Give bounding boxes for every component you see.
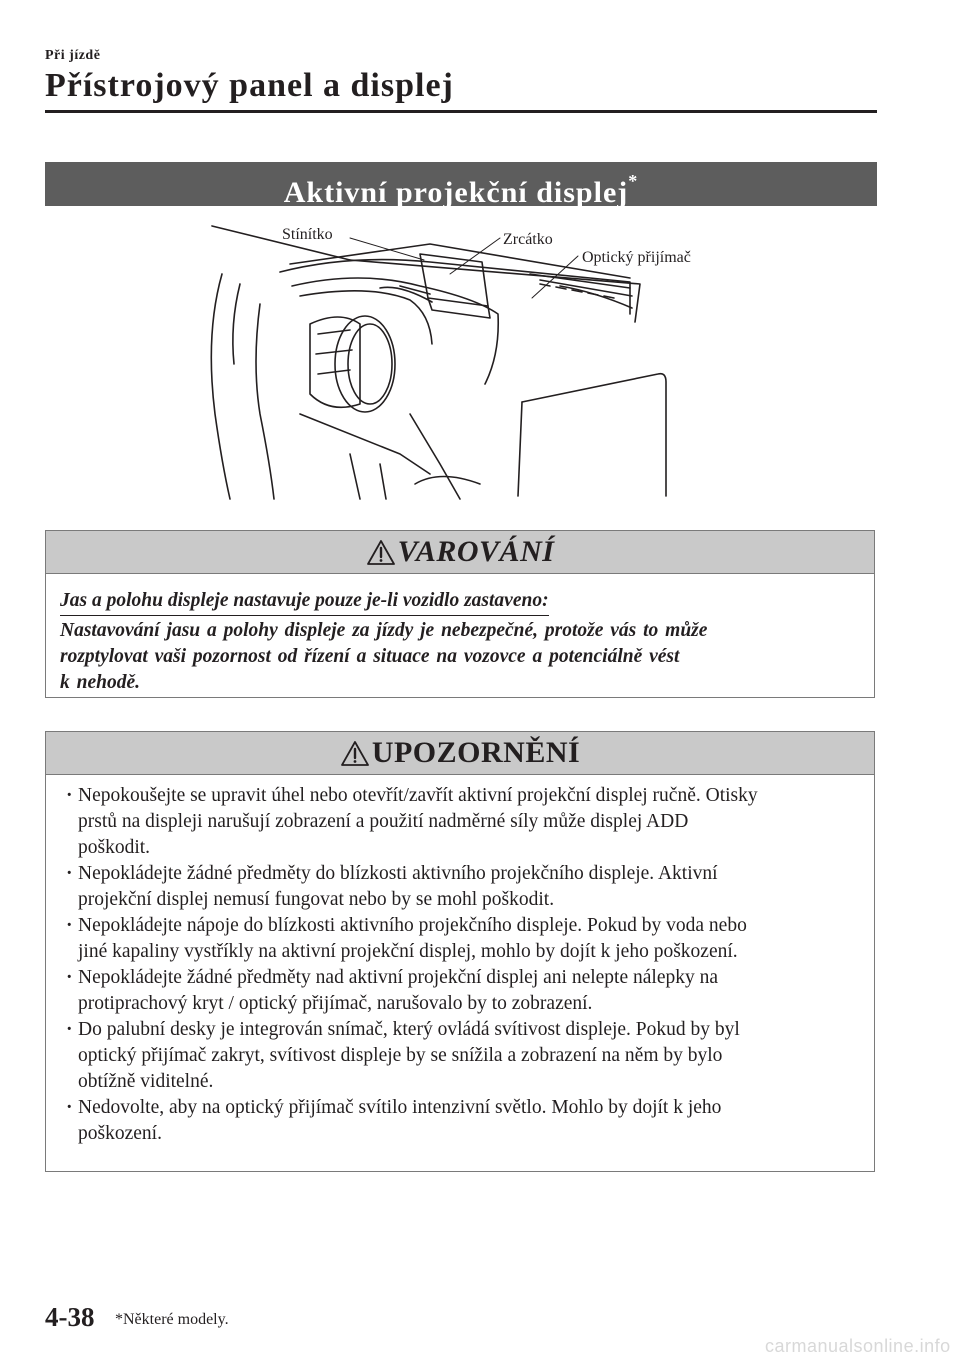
caution-item [60,1095,860,1147]
caution-item [60,783,860,861]
warning-body [46,574,874,708]
figure-label-shade: Stínítko [282,226,333,243]
caution-item [60,913,860,965]
warning-text [60,618,860,696]
caution-line: jiné kapaliny vystříkly na aktivní projekční displej, mohlo by dojít k jeho poškození. [78,941,738,962]
bullet-icon: · [66,863,73,884]
bullet-icon: · [66,1097,73,1118]
warning-line: k nehodě. [60,672,140,693]
warning-line: Nastavování jasu a polohy displeje za jízdy je nebezpečné, protože vás to může [60,620,708,641]
bullet-icon: · [66,967,73,988]
caution-item [60,861,860,913]
section-title-bar [45,162,877,209]
caution-line: Nepokládejte žádné předměty do blízkosti aktivního projekčního displeje. Aktivní [78,863,718,884]
caution-line: poškodit. [78,837,151,858]
bullet-icon: · [66,1019,73,1040]
dashboard-figure [200,214,720,504]
warning-header [46,531,874,574]
section-title: Aktivní projekční displej [283,176,629,209]
caution-line: projekční displej nemusí fungovat nebo by se mohl poškodit. [78,889,555,910]
caution-line: poškození. [78,1123,162,1144]
caution-line: prstů na displeji narušují zobrazení a použití nadměrné síly může displej ADD [78,811,689,832]
caution-header [46,732,874,775]
bullet-icon: · [66,785,73,806]
caution-item [60,965,860,1017]
watermark: carmanualsonline.info [765,1336,951,1356]
caution-line: Nepokládejte žádné předměty nad aktivní projekční displej ani nelepte nálepky na [78,967,719,988]
caution-title: UPOZORNĚNÍ [371,736,581,769]
warning-title: VAROVÁNÍ [397,535,555,568]
footnote: *Některé modely. [115,1311,229,1328]
page-number: 4-38 [45,1302,95,1332]
caution-list [46,775,874,1157]
caution-line: Do palubní desky je integrován snímač, který ovládá svítivost displeje. Pokud by byl [78,1019,740,1040]
warning-heading: Jas a polohu displeje nastavuje pouze je-li vozidlo zastaveno: [60,588,549,616]
caution-item [60,1017,860,1095]
warning-box [45,530,875,698]
caution-line: Nedovolte, aby na optický přijímač svítilo intenzivní světlo. Mohlo by dojít k jeho [78,1097,722,1118]
caution-line: obtížně viditelné. [78,1071,214,1092]
warning-triangle-icon [366,539,396,566]
bullet-icon: · [66,915,73,936]
caution-triangle-icon [340,740,370,767]
caution-line: Nepokoušejte se upravit úhel nebo otevřít/zavřít aktivní projekční displej ručně. Otisky [78,785,758,806]
caution-line: Nepokládejte nápoje do blízkosti aktivního projekčního displeje. Pokud by voda nebo [78,915,747,936]
figure-label-mirror: Zrcátko [503,231,553,248]
section-marker: * [628,171,639,191]
title-rule [45,110,877,113]
caution-line: optický přijímač zakryt, svítivost displeje by se snížila a zobrazení na něm by bylo [78,1045,723,1066]
figure-label-sensor: Optický přijímač [582,249,691,266]
caution-box [45,731,875,1172]
warning-line: rozptylovat vaši pozornost od řízení a situace na vozovce a potenciálně vést [60,646,680,667]
page-title: Přístrojový panel a displej [45,67,454,104]
chapter-label: Při jízdě [45,48,101,63]
caution-line: protiprachový kryt / optický přijímač, narušovalo by to zobrazení. [78,993,593,1014]
